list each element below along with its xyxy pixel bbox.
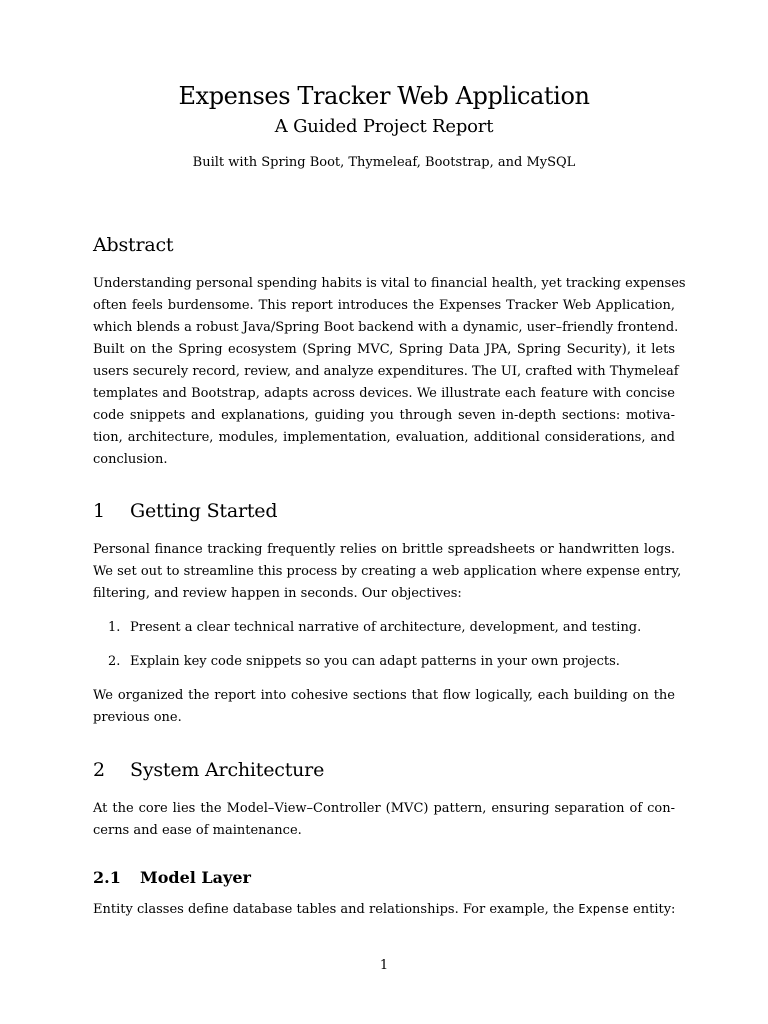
section-2-number: 2	[93, 759, 105, 781]
section-1-line: We organized the report into cohesive sections that flow logically, each building on the	[93, 688, 675, 703]
abstract-line: code snippets and explanations, guiding you through seven in-depth sections: motiva-	[93, 408, 675, 423]
objective-item	[108, 620, 641, 635]
abstract-line: users securely record, review, and analyze expenditures. The UI, crafted with Thymeleaf	[93, 364, 679, 379]
abstract-line: often feels burdensome. This report introduces the Expenses Tracker Web Application,	[93, 298, 675, 313]
section-1-heading	[93, 500, 277, 522]
section-2-paragraph	[93, 798, 675, 842]
section-1-intro	[93, 539, 682, 605]
paper-title: Expenses Tracker Web Application	[178, 82, 590, 110]
section-1-line: filtering, and review happen in seconds. Our objectives:	[93, 586, 462, 601]
section-1-line: We set out to streamline this process by creating a web application where expense entry,	[93, 564, 682, 579]
objective-number: 2.	[108, 654, 121, 669]
objective-text: Present a clear technical narrative of architecture, development, and testing.	[130, 620, 642, 635]
abstract-heading: Abstract	[93, 234, 174, 256]
expense-code: Expense	[578, 902, 629, 916]
abstract-line: conclusion.	[93, 452, 168, 467]
section-2-line: cerns and ease of maintenance.	[93, 823, 302, 838]
built-with-line: Built with Spring Boot, Thymeleaf, Bootstrap, and MySQL	[192, 155, 576, 170]
section-2-heading	[93, 759, 324, 781]
section-1-line: Personal finance tracking frequently relies on brittle spreadsheets or handwritten logs.	[93, 542, 675, 557]
subsection-2-1-heading	[93, 868, 251, 887]
subsection-2-1-text	[93, 902, 675, 917]
abstract-paragraph	[93, 273, 686, 471]
objective-text: Explain key code snippets so you can adapt patterns in your own projects.	[130, 654, 620, 669]
abstract-line: which blends a robust Java/Spring Boot backend with a dynamic, user–friendly frontend.	[93, 320, 679, 335]
section-1-line: previous one.	[93, 710, 182, 725]
section-2-line: At the core lies the Model–View–Controller (MVC) pattern, ensuring separation of con-	[93, 801, 675, 816]
abstract-line: Built on the Spring ecosystem (Spring MVC, Spring Data JPA, Spring Security), it lets	[93, 342, 675, 357]
section-2-title: System Architecture	[130, 759, 325, 781]
section-1-outro	[93, 685, 675, 729]
section-1-number: 1	[93, 500, 105, 522]
abstract-line: tion, architecture, modules, implementation, evaluation, additional considerations, and	[93, 430, 675, 445]
abstract-line: Understanding personal spending habits is vital to financial health, yet tracking expenses	[93, 276, 686, 291]
objective-number: 1.	[108, 620, 121, 635]
paper-subtitle: A Guided Project Report	[274, 116, 494, 137]
subsection-2-1-number: 2.1	[93, 868, 121, 887]
objective-item	[108, 654, 620, 669]
model-layer-text-end: entity:	[628, 902, 676, 917]
abstract-line: templates and Bootstrap, adapts across devices. We illustrate each feature with concise	[93, 386, 675, 401]
page-number: 1	[379, 958, 389, 973]
subsection-2-1-title: Model Layer	[140, 868, 251, 887]
section-1-title: Getting Started	[130, 500, 278, 522]
model-layer-text: Entity classes define database tables and relationships. For example, the	[93, 902, 579, 917]
